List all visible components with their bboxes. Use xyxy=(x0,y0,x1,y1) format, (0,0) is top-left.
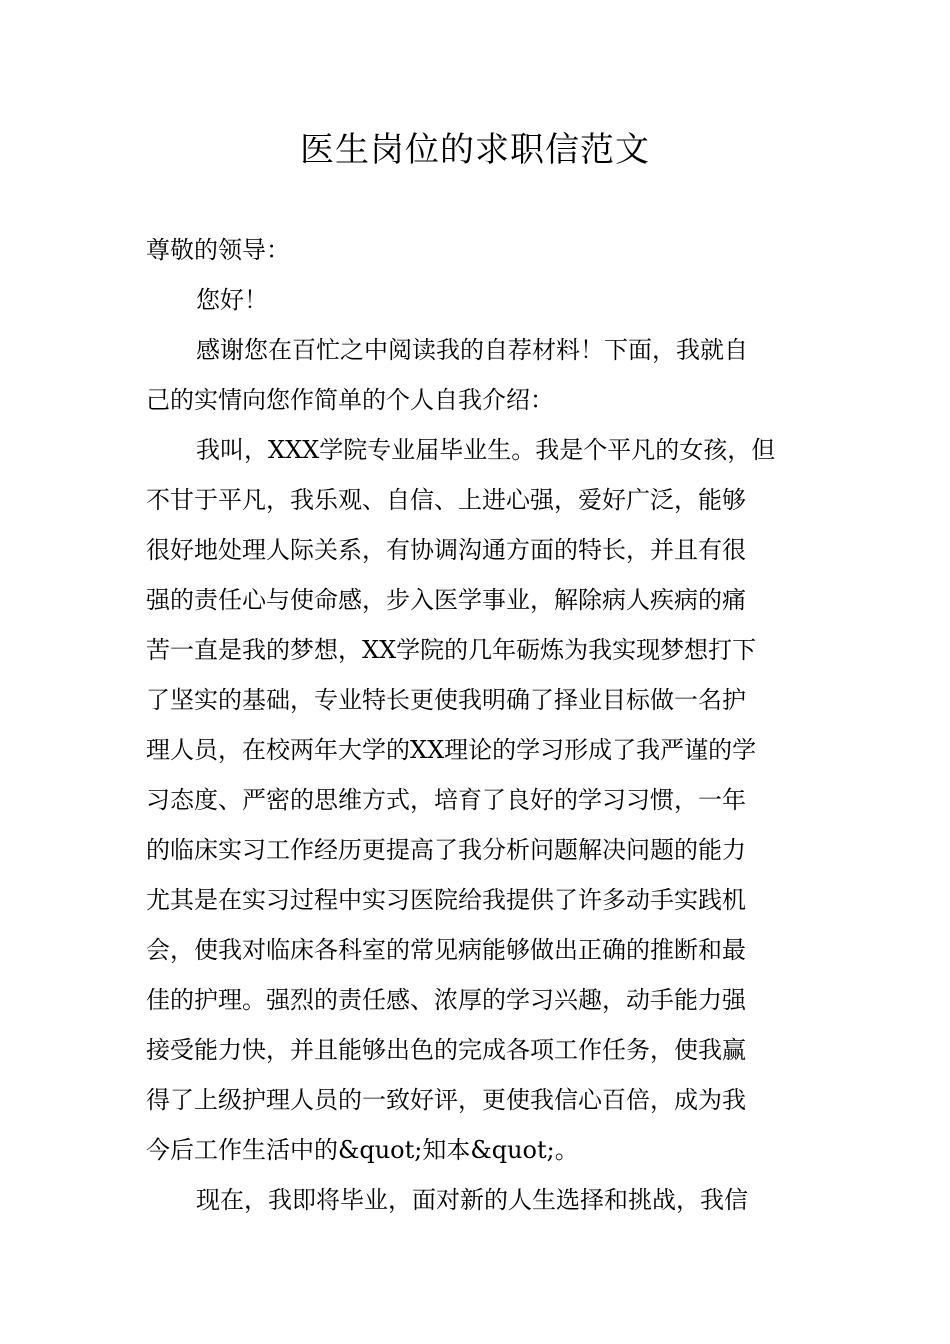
paragraph-2-line-14: 得了上级护理人员的一致好评，更使我信心百倍，成为我 xyxy=(146,1086,746,1114)
paragraph-2-line-13: 接受能力快，并且能够出色的完成各项工作任务，使我赢 xyxy=(146,1036,746,1064)
paragraph-1-line-2: 己的实情向您作简单的个人自我介绍： xyxy=(146,386,554,414)
paragraph-2-line-4: 强的责任心与使命感，步入医学事业，解除病人疾病的痛 xyxy=(146,586,746,614)
paragraph-2-line-12: 佳的护理。强烈的责任感、浓厚的学习兴趣，动手能力强 xyxy=(146,986,746,1014)
greeting: 您好！ xyxy=(196,286,268,314)
paragraph-2-line-2: 不甘于平凡，我乐观、自信、上进心强，爱好广泛，能够 xyxy=(146,486,746,514)
document-title: 医生岗位的求职信范文 xyxy=(300,130,650,170)
salutation: 尊敬的领导： xyxy=(146,236,290,264)
paragraph-2-line-10: 尤其是在实习过程中实习医院给我提供了许多动手实践机 xyxy=(146,886,746,914)
letter-body xyxy=(146,225,812,1225)
paragraph-1-line-1: 感谢您在百忙之中阅读我的自荐材料！下面，我就自 xyxy=(196,336,748,364)
paragraph-3-line-1: 现在，我即将毕业，面对新的人生选择和挑战，我信 xyxy=(196,1186,748,1214)
paragraph-2-line-3: 很好地处理人际关系，有协调沟通方面的特长，并且有很 xyxy=(146,536,746,564)
paragraph-2-line-1: 我叫，XXX学院专业届毕业生。我是个平凡的女孩，但 xyxy=(196,436,776,464)
paragraph-2-line-15: 今后工作生活中的&quot;知本&quot;。 xyxy=(146,1136,579,1164)
paragraph-2-line-6: 了坚实的基础，专业特长更使我明确了择业目标做一名护 xyxy=(146,686,746,714)
paragraph-2-line-11: 会，使我对临床各科室的常见病能够做出正确的推断和最 xyxy=(146,936,746,964)
paragraph-2-line-5: 苦一直是我的梦想，XX学院的几年砺炼为我实现梦想打下 xyxy=(146,636,757,664)
paragraph-2-line-9: 的临床实习工作经历更提高了我分析问题解决问题的能力 xyxy=(146,836,746,864)
paragraph-2-line-7: 理人员，在校两年大学的XX理论的学习形成了我严谨的学 xyxy=(146,736,757,764)
paragraph-2-line-8: 习态度、严密的思维方式，培育了良好的学习习惯，一年 xyxy=(146,786,746,814)
